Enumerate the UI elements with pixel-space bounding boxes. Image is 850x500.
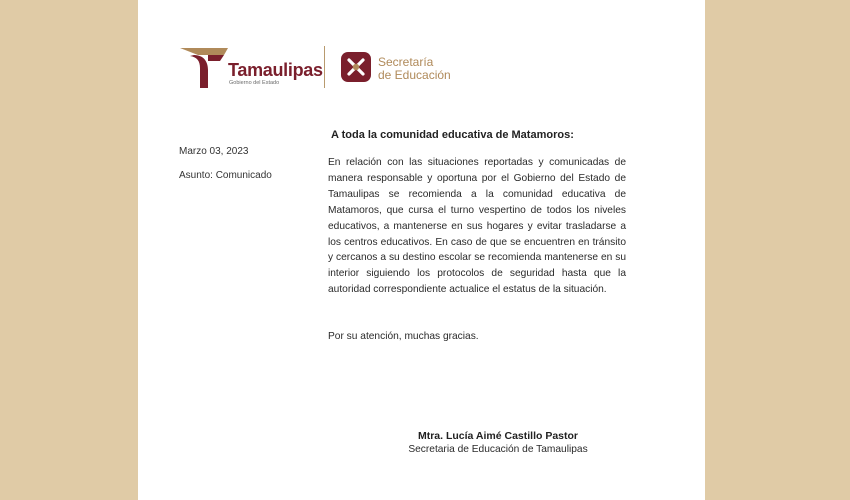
secretaria-educacion-icon (341, 52, 371, 82)
letter-closing: Por su atención, muchas gracias. (328, 331, 479, 342)
signatory-role: Secretaria de Educación de Tamaulipas (408, 444, 588, 455)
letter-heading: A toda la comunidad educativa de Matamoros: (331, 129, 574, 141)
tamaulipas-subtitle: Gobierno del Estado (229, 80, 280, 86)
letter-body: En relación con las situaciones reportadas y comunicadas de manera responsable y oportuna por el Gobierno del Estado de Tamaulipas se recomienda a la comunidad educativa de Matamoros, que cursa el turno vespertino de todos los niveles educativos, a mantenerse en sus hogares y evitar trasladarse a los centros educativos. En caso de que se encuentren en tránsito y cercanos a su destino escolar se recomienda mantenerse en su interior siguiendo los protocolos de seguridad hasta que la autoridad correspondiente actualice el estatus de la situación. (328, 157, 626, 296)
tamaulipas-t-icon (178, 44, 234, 92)
tamaulipas-logo (178, 44, 323, 94)
letter-subject: Asunto: Comunicado (179, 170, 272, 181)
signatory-name: Mtra. Lucía Aimé Castillo Pastor (417, 430, 579, 442)
secretaria-educacion-logo (341, 52, 491, 86)
letter-date: Marzo 03, 2023 (179, 146, 249, 157)
logo-divider (324, 46, 325, 88)
tamaulipas-name: Tamaulipas (228, 60, 323, 80)
secretaria-line1: Secretaría (378, 55, 434, 69)
secretaria-line2: de Educación (378, 68, 451, 82)
document-page (138, 0, 705, 500)
